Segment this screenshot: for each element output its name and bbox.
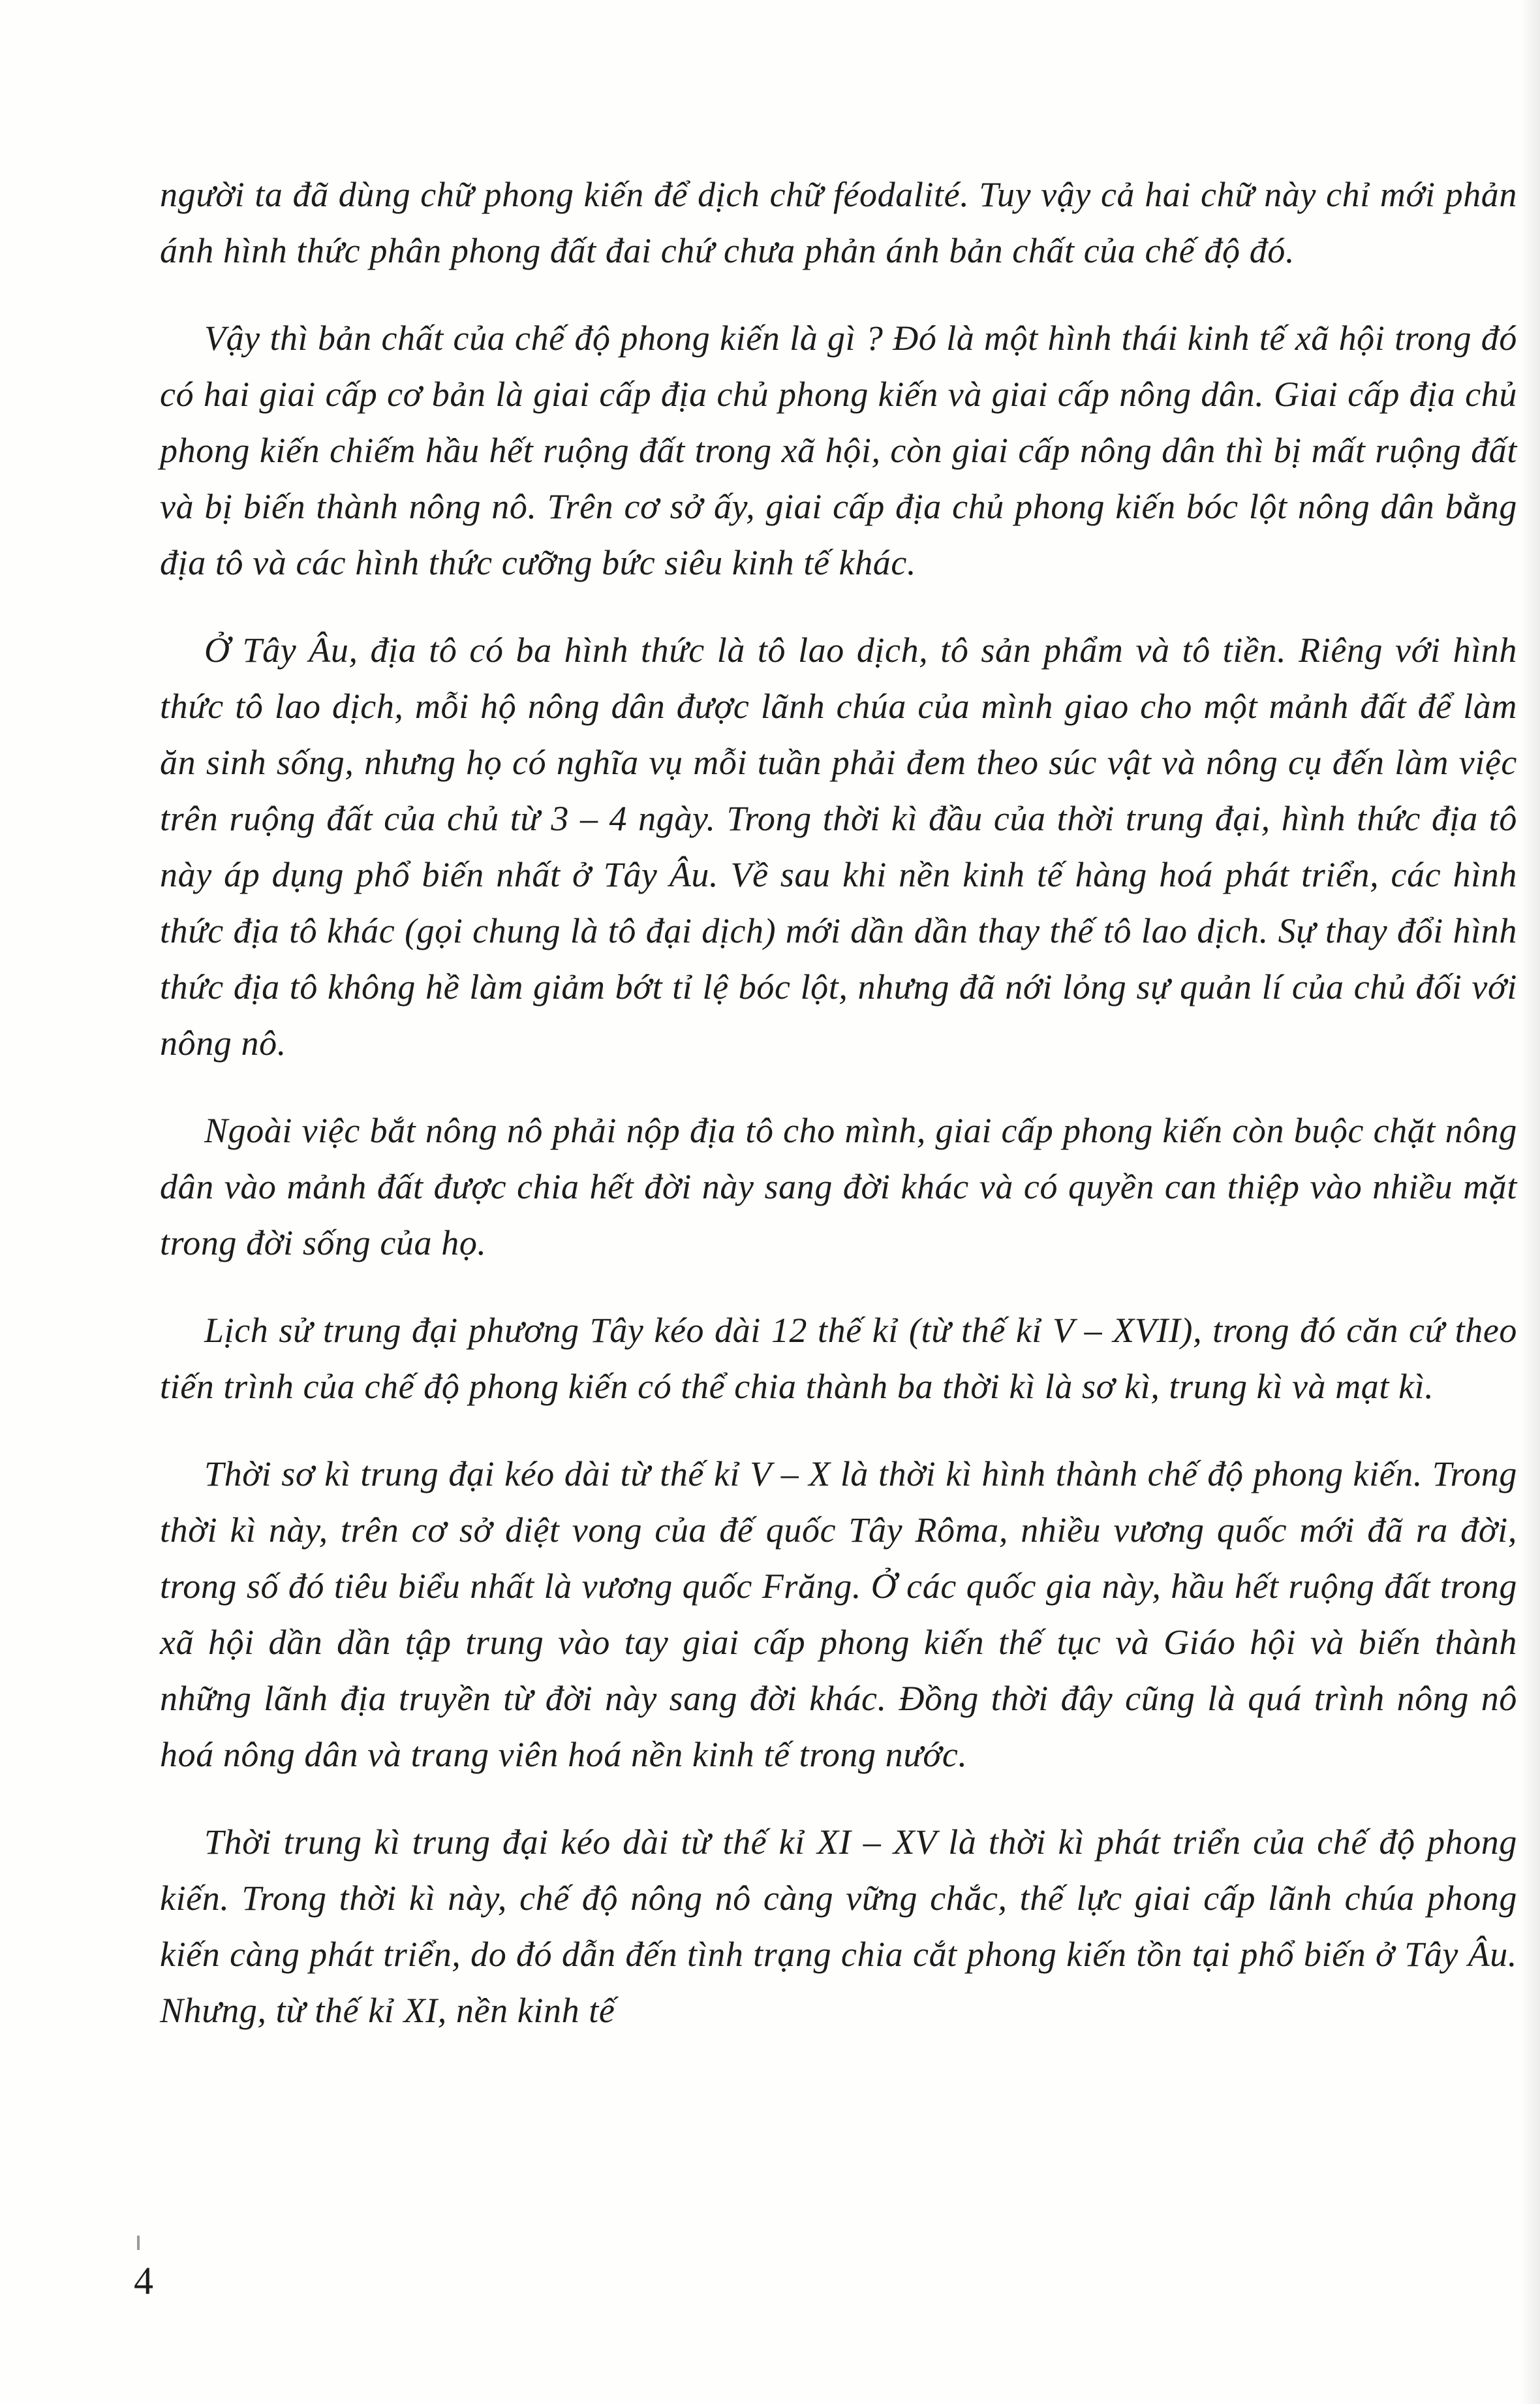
margin-mark bbox=[137, 2236, 140, 2250]
body-text bbox=[160, 166, 1517, 2070]
paragraph-6: Thời sơ kì trung đại kéo dài từ thế kỉ V – X là thời kì hình thành chế độ phong kiến. Trong thời kì này, trên cơ sở diệt vong của đế quốc Tây Rôma, nhiều vương quốc mới đã ra đời, trong số đó tiêu biểu nhất là vương quốc Frăng. Ở các quốc gia này, hầu hết ruộng đất trong xã hội dần dần tập trung vào tay giai cấp phong kiến thế tục và Giáo hội và biến thành những lãnh địa truyền từ đời này sang đời khác. Đồng thời đây cũng là quá trình nông nô hoá nông dân và trang viên hoá nền kinh tế trong nước. bbox=[160, 1454, 1517, 1774]
page-number: 4 bbox=[134, 2259, 153, 2302]
paragraph-4: Ngoài việc bắt nông nô phải nộp địa tô cho mình, giai cấp phong kiến còn buộc chặt nông dân vào mảnh đất được chia hết đời này sang đời khác và có quyền can thiệp vào nhiều mặt trong đời sống của họ. bbox=[160, 1111, 1517, 1262]
page-edge-shadow bbox=[1520, 0, 1540, 2404]
paragraph-7: Thời trung kì trung đại kéo dài từ thế kỉ XI – XV là thời kì phát triển của chế độ phong kiến. Trong thời kì này, chế độ nông nô càng vững chắc, thế lực giai cấp lãnh chúa phong kiến càng phát triển, do đó dẫn đến tình trạng chia cắt phong kiến tồn tại phổ biến ở Tây Âu. Nhưng, từ thế kỉ XI, nền kinh tế bbox=[160, 1822, 1517, 2030]
paragraph-3: Ở Tây Âu, địa tô có ba hình thức là tô lao dịch, tô sản phẩm và tô tiền. Riêng với hình thức tô lao dịch, mỗi hộ nông dân được lãnh chúa của mình giao cho một mảnh đất để làm ăn sinh sống, nhưng họ có nghĩa vụ mỗi tuần phải đem theo súc vật và nông cụ đến làm việc trên ruộng đất của chủ từ 3 – 4 ngày. Trong thời kì đầu của thời trung đại, hình thức địa tô này áp dụng phổ biến nhất ở Tây Âu. Về sau khi nền kinh tế hàng hoá phát triển, các hình thức địa tô khác (gọi chung là tô đại dịch) mới dần dần thay thế tô lao dịch. Sự thay đổi hình thức địa tô không hề làm giảm bớt tỉ lệ bóc lột, nhưng đã nới lỏng sự quản lí của chủ đối với nông nô. bbox=[160, 631, 1517, 1063]
paragraph-5: Lịch sử trung đại phương Tây kéo dài 12 thế kỉ (từ thế kỉ V – XVII), trong đó căn cứ theo tiến trình của chế độ phong kiến có thể chia thành ba thời kì là sơ kì, trung kì và mạt kì. bbox=[160, 1311, 1517, 1406]
paragraph-2: Vậy thì bản chất của chế độ phong kiến là gì ? Đó là một hình thái kinh tế xã hội trong đó có hai giai cấp cơ bản là giai cấp địa chủ phong kiến và giai cấp nông dân. Giai cấp địa chủ phong kiến chiếm hầu hết ruộng đất trong xã hội, còn giai cấp nông dân thì bị mất ruộng đất và bị biến thành nông nô. Trên cơ sở ấy, giai cấp địa chủ phong kiến bóc lột nông dân bằng địa tô và các hình thức cưỡng bức siêu kinh tế khác. bbox=[160, 319, 1517, 582]
paragraph-1: người ta đã dùng chữ phong kiến để dịch chữ féodalité. Tuy vậy cả hai chữ này chỉ mới phản ánh hình thức phân phong đất đai chứ chưa phản ánh bản chất của chế độ đó. bbox=[160, 175, 1517, 270]
